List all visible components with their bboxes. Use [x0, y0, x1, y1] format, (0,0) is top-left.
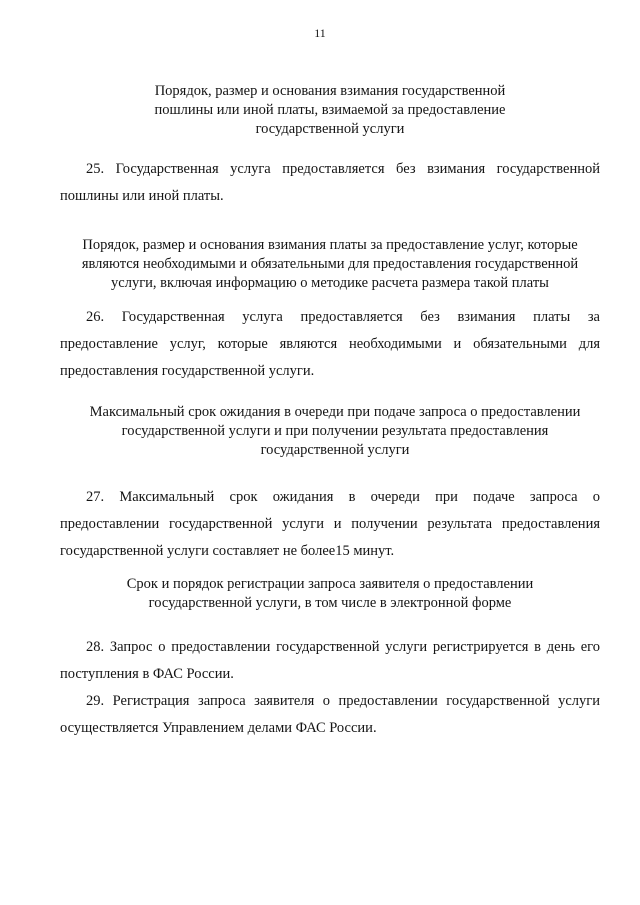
heading-line: государственной услуги, в том числе в электронной форме: [148, 595, 512, 611]
paragraph-line: предоставление услуг, которые являются необходимыми и обязательными для: [60, 336, 600, 352]
section-heading-queue-time: [70, 403, 600, 460]
heading-line: государственной услуги: [260, 442, 410, 458]
paragraph-line: осуществляется Управлением делами ФАС России.: [60, 720, 377, 736]
paragraph-line: поступления в ФАС России.: [60, 666, 234, 682]
paragraph-line: 27. Максимальный срок ожидания в очереди при подаче запроса о: [86, 489, 600, 505]
heading-line: Срок и порядок регистрации запроса заявителя о предоставлении: [126, 576, 534, 592]
paragraph-line: 26. Государственная услуга предоставляется без взимания платы за: [86, 309, 600, 325]
section-heading-related-services: [60, 236, 600, 293]
paragraph-line: 28. Запрос о предоставлении государственной услуги регистрируется в день его: [86, 639, 600, 655]
paragraph-line: государственной услуги составляет не более15 минут.: [60, 543, 395, 559]
paragraph-line: 29. Регистрация запроса заявителя о предоставлении государственной услуги: [86, 693, 600, 709]
heading-line: государственной услуги: [255, 121, 405, 137]
paragraph-27: [60, 484, 600, 565]
page-number: 11: [314, 26, 326, 40]
paragraph-line: пошлины или иной платы.: [60, 188, 224, 204]
heading-line: пошлины или иной платы, взимаемой за предоставление: [154, 102, 506, 118]
heading-line: Порядок, размер и основания взимания государственной: [154, 83, 506, 99]
paragraph-line: 25. Государственная услуга предоставляется без взимания государственной: [86, 161, 600, 177]
heading-line: услуги, включая информацию о методике расчета размера такой платы: [111, 275, 549, 291]
paragraph-28: [60, 634, 600, 688]
section-heading-fees: [100, 82, 560, 139]
heading-line: Порядок, размер и основания взимания платы за предоставление услуг, которые: [82, 237, 578, 253]
heading-line: государственной услуги и при получении результата предоставления: [121, 423, 549, 439]
paragraph-line: предоставлении государственной услуги и получении результата предоставления: [60, 516, 600, 532]
section-heading-registration: [100, 575, 560, 613]
heading-line: являются необходимыми и обязательными для предоставления государственной: [81, 256, 579, 272]
paragraph-line: предоставления государственной услуги.: [60, 363, 315, 379]
paragraph-29: [60, 688, 600, 742]
heading-line: Максимальный срок ожидания в очереди при подаче запроса о предоставлении: [89, 404, 581, 420]
paragraph-25: [60, 156, 600, 210]
paragraph-26: [60, 304, 600, 385]
